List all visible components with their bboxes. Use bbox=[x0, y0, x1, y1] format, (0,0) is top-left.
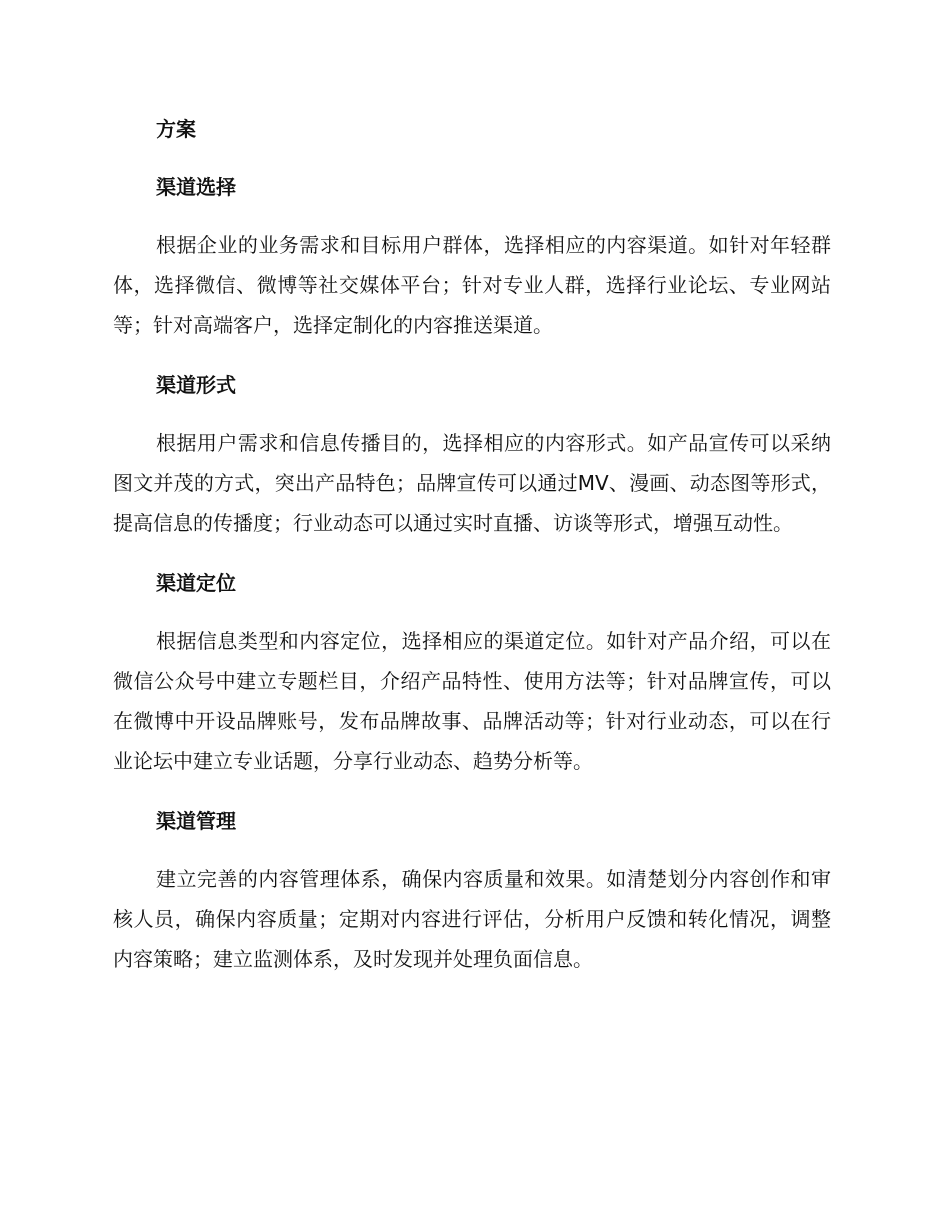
section-paragraph-channel-format: 根据用户需求和信息传播目的，选择相应的内容形式。如产品宣传可以采纳图文并茂的方式，突出产品特色；品牌宣传可以通过MV、漫画、动态图等形式，提高信息的传播度；行业动态可以通过实时直播、访谈等形式，增强互动性。 bbox=[113, 431, 831, 535]
section-paragraph-channel-positioning: 根据信息类型和内容定位，选择相应的渠道定位。如针对产品介绍，可以在微信公众号中建立专题栏目，介绍产品特性、使用方法等；针对品牌宣传，可以在微博中开设品牌账号，发布品牌故事、品牌活动等；针对行业动态，可以在行业论坛中建立专业话题，分享行业动态、趋势分析等。 bbox=[113, 629, 831, 773]
section-paragraph-channel-management: 建立完善的内容管理体系，确保内容质量和效果。如清楚划分内容创作和审核人员，确保内容质量；定期对内容进行评估，分析用户反馈和转化情况，调整内容策略；建立监测体系，及时发现并处理负面信息。 bbox=[113, 867, 831, 971]
section-heading-channel-positioning: 渠道定位 bbox=[156, 571, 236, 595]
document-body bbox=[113, 113, 831, 1003]
section-paragraph-channel-selection: 根据企业的业务需求和目标用户群体，选择相应的内容渠道。如针对年轻群体，选择微信、微博等社交媒体平台；针对专业人群，选择行业论坛、专业网站等；针对高端客户，选择定制化的内容推送渠道。 bbox=[113, 233, 831, 337]
section-heading-channel-selection: 渠道选择 bbox=[156, 175, 236, 199]
section-heading-channel-management: 渠道管理 bbox=[156, 809, 236, 833]
document-title: 方案 bbox=[156, 117, 196, 141]
section-heading-channel-format: 渠道形式 bbox=[156, 373, 236, 397]
